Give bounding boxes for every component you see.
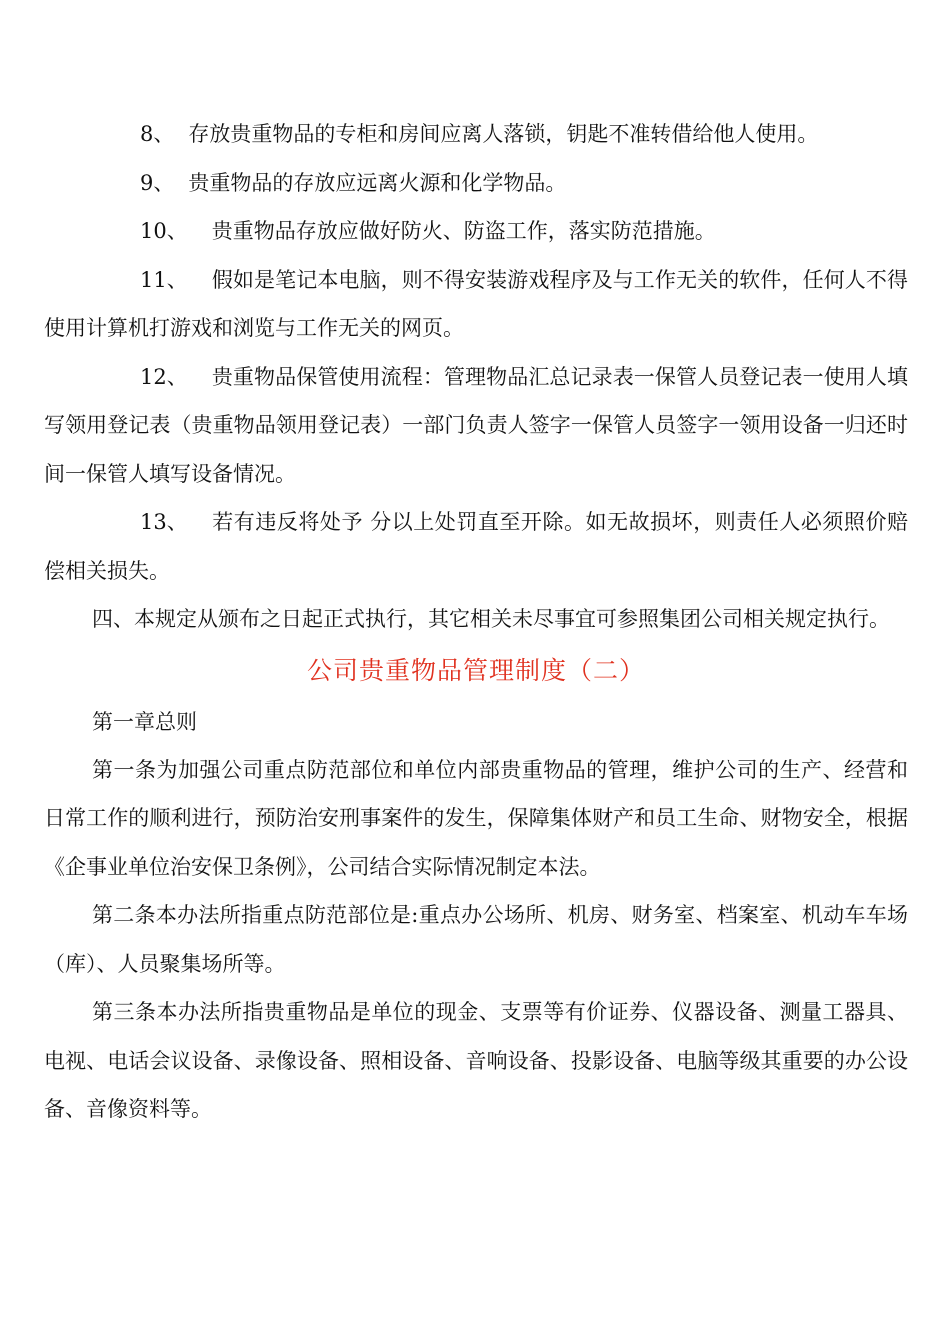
item-10: [44, 207, 908, 256]
item-text: 贵重物品存放应做好防火、防盗工作，落实防范措施。: [211, 219, 716, 243]
item-number: 8、: [140, 122, 175, 146]
section-four: 四、本规定从颁布之日起正式执行，其它相关未尽事宜可参照集团公司相关规定执行。: [92, 607, 890, 631]
item-8: [44, 110, 908, 159]
item-text: 假如是笔记本电脑，则不得安装游戏程序及与工作无关的软件，任何人不得使用计算机打游戏和浏览与工作无关的网页。: [44, 267, 908, 340]
item-11: [44, 256, 908, 353]
item-text: 贵重物品的存放应远离火源和化学物品。: [188, 170, 567, 195]
document-title: 公司贵重物品管理制度（二）: [306, 655, 645, 685]
item-text: 存放贵重物品的专柜和房间应离人落锁，钥匙不准转借给他人使用。: [188, 122, 819, 146]
chapter-heading: 第一章总则: [92, 709, 197, 734]
item-number: 12、: [140, 364, 188, 389]
article-3: 第三条本办法所指贵重物品是单位的现金、支票等有价证券、仪器设备、测量工器具、电视、电话会议设备、录像设备、照相设备、音响设备、投影设备、电脑等级其重要的办公设备、音像资料等。: [44, 1000, 908, 1121]
item-9: [44, 159, 908, 208]
item-number: 9、: [140, 170, 175, 195]
item-text: 若有违反将处予 分以上处罚直至开除。如无故损坏，则责任人必须照价赔偿相关损失。: [44, 510, 908, 583]
item-text: 贵重物品保管使用流程：管理物品汇总记录表一保管人员登记表一使用人填写领用登记表（贵重物品领用登记表）一部门负责人签字一保管人员签字一领用设备一归还时间一保管人填写设备情况。: [44, 364, 908, 486]
article-1: 第一条为加强公司重点防范部位和单位内部贵重物品的管理，维护公司的生产、经营和日常工作的顺利进行，预防治安刑事案件的发生，保障集体财产和员工生命、财物安全，根据《企事业单位治安保卫条例》，公司结合实际情况制定本法。: [44, 757, 908, 879]
article-2: 第二条本办法所指重点防范部位是:重点办公场所、机房、财务室、档案室、机动车车场（库）、人员聚集场所等。: [44, 903, 908, 976]
item-number: 11、: [140, 267, 188, 292]
item-number: 10、: [140, 219, 188, 243]
item-12: [44, 353, 908, 499]
document-page: [44, 110, 908, 1134]
item-number: 13、: [140, 510, 188, 534]
item-13: [44, 498, 908, 595]
